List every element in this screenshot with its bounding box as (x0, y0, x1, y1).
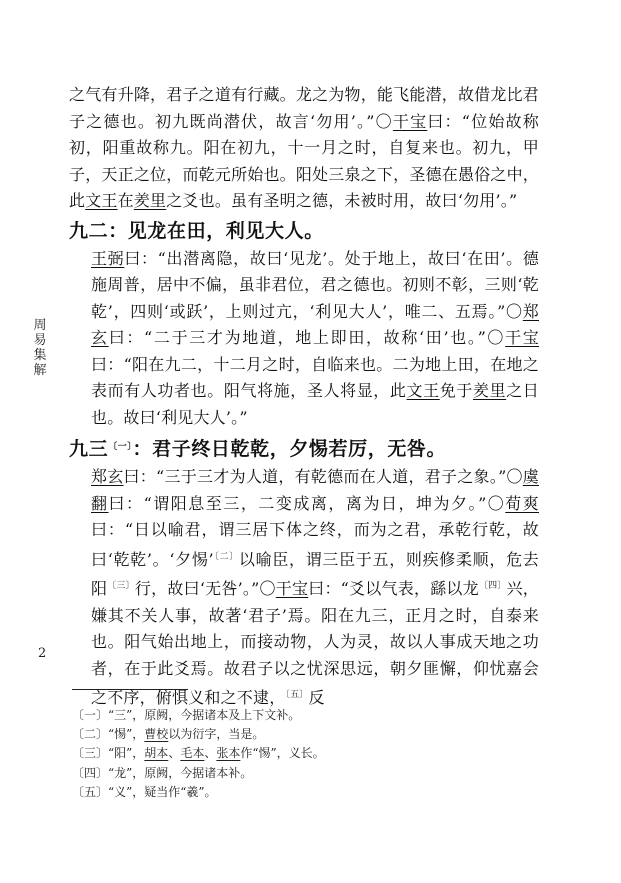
footnote-mark: 〔二〕 (72, 727, 109, 742)
proper-name: 干宝 (392, 111, 428, 131)
footnote-3 (72, 744, 532, 763)
text-run: 以喻臣，谓三臣于五，则疾修柔顺，危去阳 (91, 549, 539, 598)
text-run: 免于 (439, 381, 473, 400)
text-run: 曰：“位始故称初，阳重故称九。阳在初九，十一月之时，自复来也。初九，甲子，天正之位，而乾元所始也。阳处三泉之下，圣德在愚俗之中，此 (69, 111, 539, 210)
text-run: 曰：“阳在九二，十二月之时，自临来也。二为地上田，在地之表而有人功者也。阳气将施，圣人将显，此 (91, 354, 539, 400)
text-run: 在 (117, 191, 134, 210)
footnote-text: “三”，原阙，今据诸本及上下文补。 (108, 708, 301, 722)
footnote-ref[interactable]: 〔三〕 (107, 581, 135, 591)
footnote-ref[interactable]: 〔四〕 (478, 581, 507, 591)
text-run: 兴，嫌其不关人事，故著‘君子’焉。阳在九三，正月之时，自泰来也。阳气始出地上，而接动物，人为灵，故以人事成天地之功者，在于此爻焉。故君子以之忧深思远，朝夕匪懈，仰忧嘉会之不序，俯惧义和之不逮， (91, 579, 540, 707)
footnote-ref[interactable]: 〔二〕 (213, 551, 239, 562)
hexagram-line-heading-2: 九二：见龙在田，利见大人。 (69, 219, 324, 242)
footnote-1 (72, 706, 532, 725)
text-run: 曰：“三于三才为人道，有乾德而在人道，君子之象。”〇 (123, 467, 523, 486)
footnotes (72, 706, 532, 802)
proper-name: 羑里 (133, 191, 167, 210)
footnote-text: “惕”， (108, 727, 145, 742)
footnote-mark: 〔四〕 (72, 765, 109, 780)
proper-name: 郑玄 (91, 301, 539, 347)
text-run: 曰：“爻以气表，繇以龙 (308, 579, 479, 598)
footnote-text: “义”，疑当作“羲”。 (108, 784, 217, 799)
text-run: 反 (308, 688, 325, 707)
proper-name: 张本 (216, 746, 241, 761)
heading-text: 九三 (69, 438, 109, 460)
footnote-mark: 〔五〕 (72, 784, 109, 799)
hexagram-line-heading-3 (69, 433, 539, 463)
text-run: 之爻也。虽有圣明之德，未被时用，故曰‘勿用’。” (166, 191, 518, 210)
footnote-text: 作“惕”，义长。 (240, 746, 325, 761)
text-run: 行，故曰‘无咎’。”〇 (134, 579, 276, 598)
footnote-4 (72, 764, 532, 783)
proper-name: 文王 (406, 381, 440, 400)
text-run: 之日也。故曰‘利见大人’。” (91, 381, 539, 427)
paragraph-3 (69, 464, 539, 712)
page-number: 2 (38, 646, 47, 661)
proper-name: 干宝 (505, 328, 540, 347)
proper-name: 毛本 (180, 746, 205, 761)
footnote-text: “阳”， (108, 746, 145, 761)
heading-text: ：君子终日乾乾，夕惕若厉，无咎。 (132, 438, 447, 460)
paragraph-1 (69, 82, 539, 215)
proper-name: 虞翻 (91, 467, 539, 513)
proper-name: 胡本 (144, 746, 169, 761)
proper-name: 文王 (85, 191, 118, 210)
footnote-text: 以为衍字，当是。 (168, 727, 265, 742)
footnote-text: “龙”，原阙，今据诸本补。 (108, 765, 253, 780)
footnote-text: 、 (168, 746, 181, 761)
proper-name: 干宝 (275, 579, 309, 598)
main-text (69, 82, 539, 712)
footnote-ref[interactable]: 〔一〕 (108, 442, 133, 452)
text-run: 曰：“谓阳息至三，二变成离，离为日，坤为夕。”〇 (108, 493, 506, 513)
footnote-2 (72, 725, 532, 744)
footnote-5 (72, 783, 532, 802)
proper-name: 羑里 (472, 381, 507, 400)
footnote-divider (72, 689, 188, 690)
text-run: 曰：“日以喻君，谓三居下体之终，而为之君，承乾行乾，故曰‘乾乾’。‘夕惕’ (91, 520, 539, 569)
footnote-ref[interactable]: 〔五〕 (285, 690, 309, 700)
proper-name: 曹校 (144, 727, 169, 742)
proper-name: 郑玄 (91, 467, 124, 486)
text-run: 曰：“出潜离隐，故曰‘见龙’。处于地上，故曰‘在田’。德施周普，居中不偏，虽非君位，君之德也。初则不彰，三则‘乾乾’，四则‘或跃’，上则过亢，‘利见大人’，唯二、五焉。”〇 (91, 248, 540, 321)
running-title: 周易集解 (33, 318, 47, 378)
paragraph-2 (69, 246, 539, 432)
proper-name: 王弼 (91, 248, 125, 268)
text-run: 曰：“二于三才为地道，地上即田，故称‘田’也。”〇 (108, 328, 506, 347)
footnote-text: 、 (204, 746, 217, 761)
proper-name: 荀爽 (505, 493, 539, 513)
text-run: 之气有升降，君子之道有行藏。龙之为物，能飞能潜，故借龙比君子之德也。初九既尚潜伏，故言‘勿用’。”〇 (69, 85, 539, 131)
footnote-mark: 〔三〕 (72, 746, 109, 761)
footnote-mark: 〔一〕 (72, 708, 109, 722)
